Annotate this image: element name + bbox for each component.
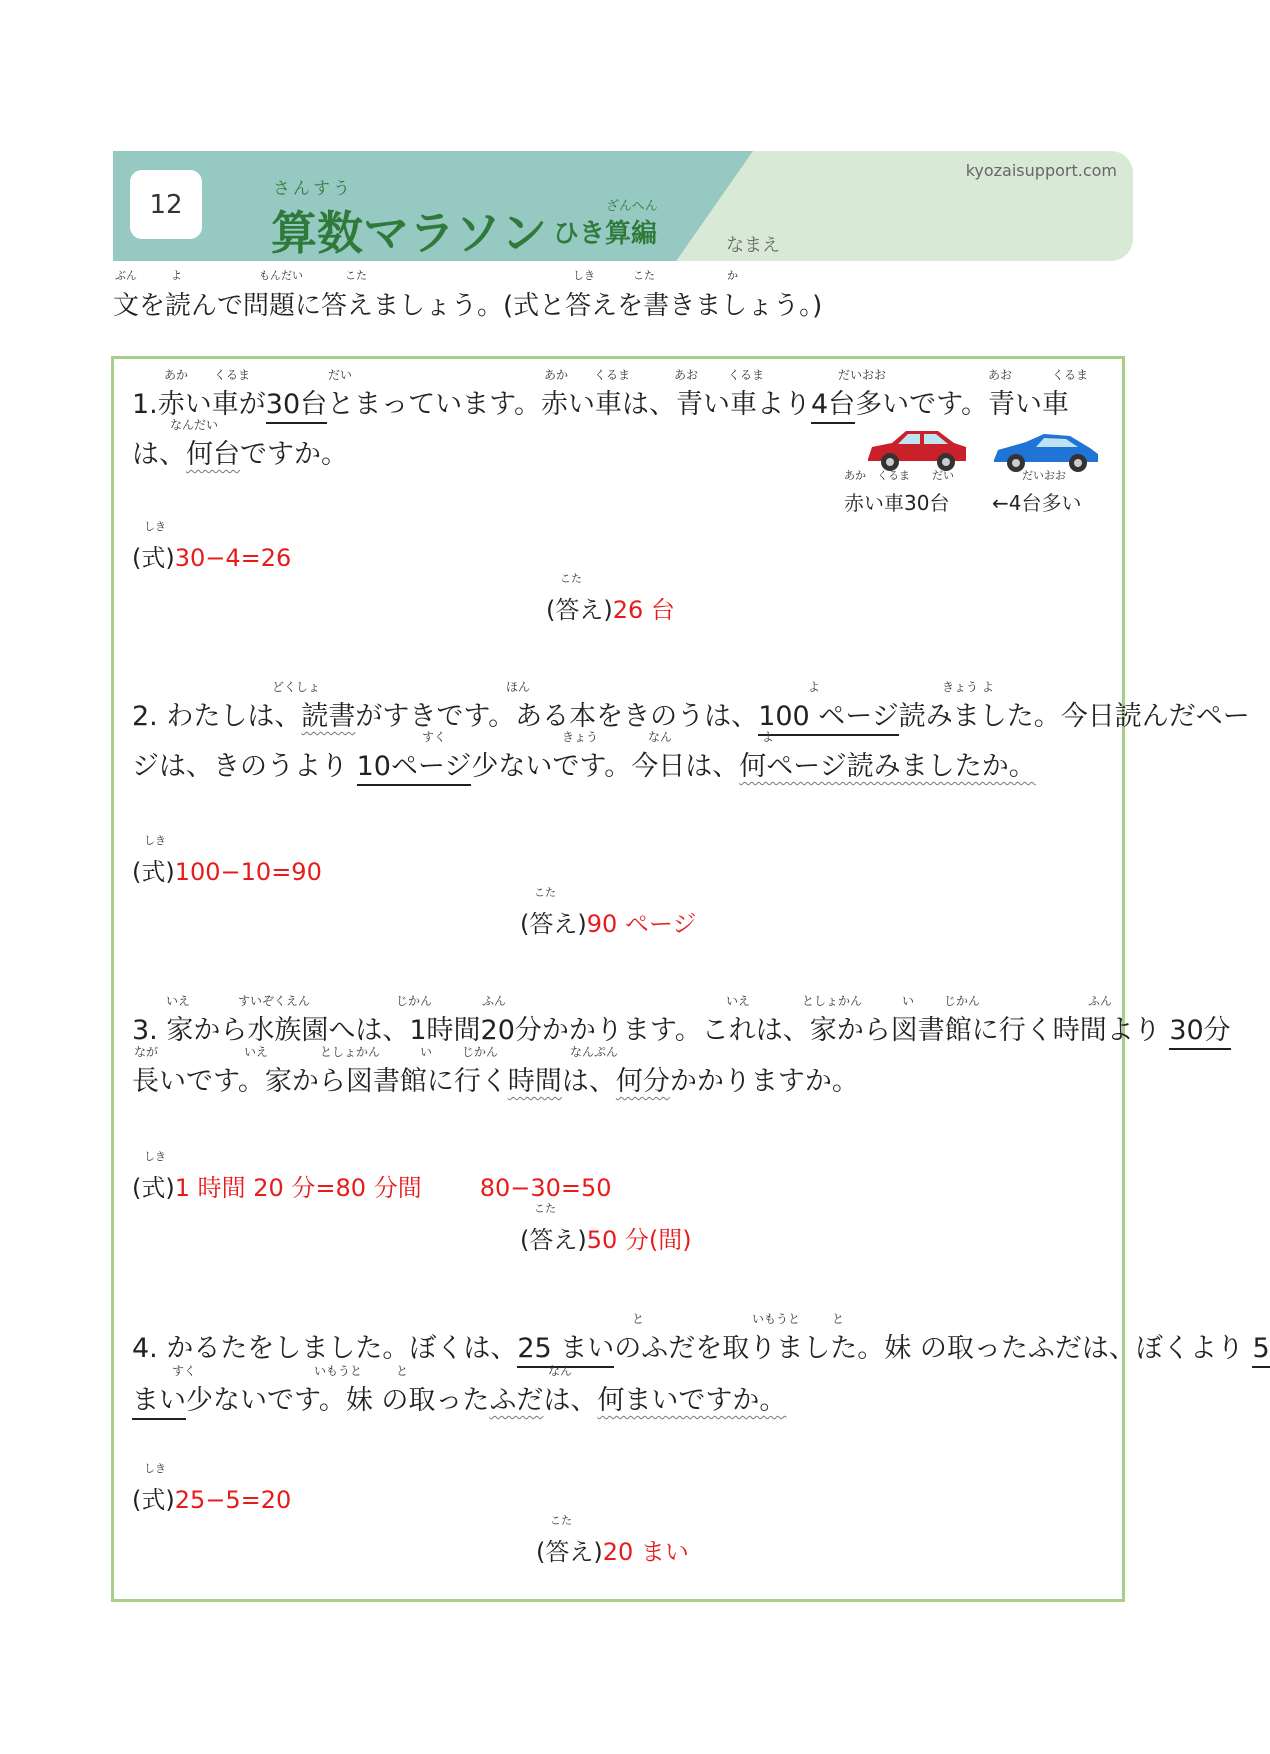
- formula-answer: 100−10=90: [174, 858, 322, 886]
- ruby: あか くるま だい: [844, 469, 954, 482]
- ruby: なん: [548, 1364, 573, 1378]
- underlined-word: ふだ: [489, 1385, 544, 1416]
- answer-value: 90 ページ: [586, 910, 697, 938]
- ruby: しき: [144, 520, 166, 533]
- ruby: しき: [144, 1462, 166, 1475]
- ruby: すく: [172, 1364, 197, 1378]
- text: とまっています。赤い車は、青い車より: [327, 389, 811, 420]
- text: ジは、きのうより: [132, 751, 357, 782]
- worksheet-number: 12: [130, 170, 202, 239]
- ruby: なん: [648, 730, 673, 744]
- underlined-word: 時間: [507, 1066, 562, 1097]
- question-word: 何台: [186, 439, 240, 470]
- blue-car-caption: [992, 469, 1082, 516]
- ruby: しき: [573, 269, 595, 282]
- instruction-text: 文を読んで問題に答えましょう。(式と答えを書きましょう。): [113, 291, 823, 321]
- answer-label: (答え): [546, 596, 613, 624]
- ruby: いもうと: [314, 1364, 363, 1378]
- ruby: としょかん: [320, 1045, 381, 1059]
- ruby: じかん: [462, 1045, 499, 1059]
- answer-label: (答え): [536, 1538, 603, 1566]
- ruby: だいおお: [1022, 469, 1066, 482]
- underlined-value: 4台: [811, 389, 855, 424]
- question-word: 何分: [615, 1066, 670, 1097]
- ruby: しき: [144, 1150, 166, 1163]
- text: 4. かるたをしました。ぼくは、: [132, 1333, 518, 1364]
- underlined-value: 10ページ: [357, 751, 472, 786]
- ruby: よ: [808, 680, 821, 694]
- ruby: きょう: [562, 730, 599, 744]
- ruby: い: [420, 1045, 433, 1059]
- text: 長いです。家から図書館に行く: [132, 1066, 508, 1097]
- text: 読みました。今日読んだペー: [898, 701, 1250, 732]
- site-url: kyozaisupport.com: [965, 161, 1117, 180]
- page-title: 算数マラソン: [271, 206, 547, 260]
- red-car-caption: [844, 469, 954, 516]
- formula-answer: 1 時間 20 分=80 分間: [174, 1174, 422, 1202]
- problem-1-line-1: [132, 368, 1089, 421]
- ruby: あか: [544, 368, 569, 382]
- text: 少ないです。今日は、: [471, 751, 740, 782]
- ruby: ふん: [1088, 994, 1113, 1008]
- formula-label: (式): [132, 858, 175, 886]
- text: ←4台多い: [992, 491, 1082, 515]
- title-ruby: さんすう: [273, 179, 353, 199]
- text: 3. 家から水族園へは、1時間20分かかります。これは、家から図書館に行く時間より: [132, 1015, 1170, 1046]
- page-subtitle: ひき算編: [553, 219, 658, 249]
- text: かかりますか。: [669, 1066, 859, 1097]
- text: がすきです。ある本をきのうは、: [355, 701, 759, 732]
- problem-4-line-1: [132, 1312, 1270, 1365]
- problem-2-answer: [520, 886, 697, 939]
- problem-1-answer: [546, 572, 675, 625]
- ruby: よ: [762, 730, 775, 744]
- ruby: こた: [633, 269, 655, 282]
- problem-3-line-2: [132, 1045, 859, 1098]
- ruby: いもうと: [752, 1312, 801, 1326]
- formula-label: (式): [132, 1486, 175, 1514]
- answer-value: 26 台: [612, 596, 675, 624]
- ruby: くるま: [1052, 368, 1089, 382]
- ruby: じかん: [944, 994, 981, 1008]
- ruby: くるま: [214, 368, 251, 382]
- underlined-value: 30分: [1169, 1015, 1230, 1050]
- ruby: と: [832, 1312, 845, 1326]
- problem-1-formula: [132, 520, 292, 573]
- ruby: と: [396, 1364, 409, 1378]
- ruby: どくしょ: [272, 680, 321, 694]
- ruby: こた: [534, 1202, 556, 1215]
- text: ですか。: [240, 439, 348, 470]
- ruby: くるま: [728, 368, 765, 382]
- problem-3-answer: [520, 1202, 692, 1255]
- ruby: なんぷん: [570, 1045, 619, 1059]
- answer-value: 20 まい: [602, 1538, 689, 1566]
- answer-value: 50 分(間): [586, 1226, 692, 1254]
- ruby: きょう よ: [942, 680, 994, 694]
- ruby: じかん: [396, 994, 433, 1008]
- problem-3-line-1: [132, 994, 1231, 1047]
- problem-2-line-2: [132, 730, 1036, 783]
- name-label: なまえ: [726, 235, 780, 256]
- ruby: よ: [171, 269, 182, 282]
- ruby: あお: [674, 368, 699, 382]
- text: 赤い車30台: [844, 491, 950, 515]
- question-word: 何ページ読みましたか。: [739, 751, 1036, 782]
- ruby: あか: [164, 368, 189, 382]
- ruby: ふん: [482, 994, 507, 1008]
- underlined-value: まい: [132, 1385, 186, 1420]
- text: は、: [561, 1066, 616, 1097]
- formula-label: (式): [132, 544, 175, 572]
- instruction: [113, 269, 823, 322]
- text: 多いです。青い車: [855, 389, 1069, 420]
- text: 少ないです。妹 の取った: [186, 1385, 490, 1416]
- problem-2-formula: [132, 834, 322, 887]
- underlined-value: 25 まい: [517, 1333, 614, 1368]
- ruby: だいおお: [838, 368, 887, 382]
- worksheet-header: [113, 151, 1133, 261]
- ruby: こた: [560, 572, 582, 585]
- text: 1.赤い車が: [132, 389, 266, 420]
- problem-4-formula: [132, 1462, 292, 1515]
- ruby: ほん: [506, 680, 531, 694]
- problem-3-formula: [132, 1150, 612, 1203]
- ruby: こた: [534, 886, 556, 899]
- ruby: すいぞくえん: [238, 994, 311, 1008]
- problem-2-line-1: [132, 680, 1250, 733]
- ruby: と: [632, 1312, 645, 1326]
- text: は、: [132, 439, 186, 470]
- underlined-value: 30台: [266, 389, 327, 424]
- ruby: なんだい: [170, 418, 219, 432]
- problem-1-line-2: [132, 418, 348, 471]
- ruby: なが: [134, 1045, 159, 1059]
- ruby: いえ: [244, 1045, 269, 1059]
- ruby: だい: [328, 368, 353, 382]
- ruby: い: [902, 994, 915, 1008]
- underlined-value: 5: [1252, 1333, 1269, 1368]
- ruby: いえ: [726, 994, 751, 1008]
- ruby: としょかん: [802, 994, 863, 1008]
- ruby: ぶん: [115, 269, 137, 282]
- text: 2. わたしは、: [132, 701, 302, 732]
- formula-answer: 30−4=26: [174, 544, 292, 572]
- problem-4-line-2: [132, 1364, 787, 1417]
- text: は、: [543, 1385, 598, 1416]
- ruby: か: [727, 269, 738, 282]
- problem-4-answer: [536, 1514, 689, 1567]
- ruby: こた: [550, 1514, 572, 1527]
- formula-answer-2: 80−30=50: [479, 1174, 612, 1202]
- underlined-value: 100 ページ: [758, 701, 899, 736]
- subtitle-ruby: ざんへん: [606, 199, 658, 214]
- formula-answer: 25−5=20: [174, 1486, 292, 1514]
- ruby: すく: [422, 730, 447, 744]
- ruby: あお: [988, 368, 1013, 382]
- ruby: こた: [345, 269, 367, 282]
- underlined-word: 読書: [301, 701, 356, 732]
- ruby: しき: [144, 834, 166, 847]
- formula-label: (式): [132, 1174, 175, 1202]
- text: のふだを取りました。妹 の取ったふだは、ぼくより: [614, 1333, 1253, 1364]
- ruby: もんだい: [259, 269, 303, 282]
- answer-label: (答え): [520, 1226, 587, 1254]
- question-word: 何まいですか。: [597, 1385, 787, 1416]
- answer-label: (答え): [520, 910, 587, 938]
- ruby: いえ: [166, 994, 191, 1008]
- ruby: くるま: [594, 368, 631, 382]
